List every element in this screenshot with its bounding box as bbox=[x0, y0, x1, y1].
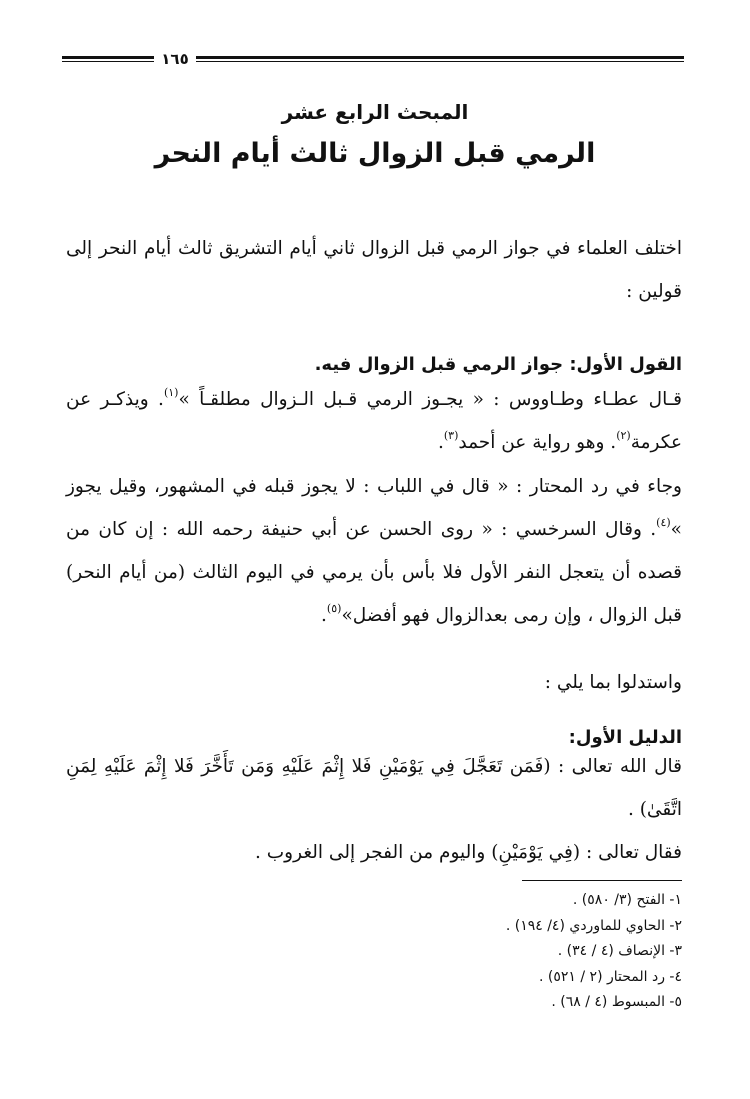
footnote-2: ٢- الحاوي للماوردي (٤/ ١٩٤) . bbox=[505, 917, 682, 934]
p1-text-2: . ويذكـر عن عكرمة bbox=[66, 389, 682, 453]
footnote-separator bbox=[522, 880, 682, 881]
footnote-ref-3[interactable]: (٣) bbox=[443, 428, 459, 442]
first-evidence-heading: الدليل الأول: bbox=[568, 727, 682, 748]
first-opinion-paragraph-1 bbox=[66, 378, 682, 464]
p1-text-4: . bbox=[437, 432, 444, 453]
evidence-line-2-intro: فقال تعالى : ( bbox=[572, 842, 682, 863]
evidence-line-1 bbox=[66, 745, 682, 831]
footnote-ref-5[interactable]: (٥) bbox=[326, 601, 342, 615]
section-title: الرمي قبل الزوال ثالث أيام النحر bbox=[154, 138, 596, 169]
intro-paragraph bbox=[66, 227, 682, 313]
p2-text-2: . وقال السرخسي : « روى الحسن عن أبي حنيفة رحمه الله : إن كان من قصده أن يتعجل النفر الأول فلا بأس بأن يرمي في اليوم الثالث (من أيام النحر) قبل الزوال ، وإن رمى بعدالزوال فهو أفضل» bbox=[66, 519, 682, 626]
footnote-ref-1[interactable]: (١) bbox=[163, 385, 179, 399]
evidence-intro-text: واستدلوا بما يلي : bbox=[544, 672, 682, 693]
evidence-intro bbox=[66, 661, 682, 704]
footnote-1: ١- الفتح (٣/ ٥٨٠) . bbox=[572, 892, 682, 908]
footnote-3: ٣- الإنصاف (٤ / ٣٤) . bbox=[557, 943, 682, 959]
p1-text-1: قـال عطـاء وطـاووس : « يجـوز الرمي قـبل الـزوال مطلقـاً » bbox=[178, 389, 682, 410]
footnote-ref-2[interactable]: (٢) bbox=[616, 428, 631, 442]
page-header bbox=[62, 49, 684, 69]
footnote-5: ٥- المبسوط (٤ / ٦٨) . bbox=[551, 994, 682, 1010]
section-subtitle: المبحث الرابع عشر bbox=[281, 100, 469, 124]
header-rule-right bbox=[196, 56, 684, 62]
quran-verse-1: فَمَن تَعَجَّلَ فِي يَوْمَيْنِ فَلا إِثْمَ عَلَيْهِ وَمَن تَأَخَّرَ فَلا إِثْمَ عَلَيْهِ لِمَنِ اتَّقَىٰ bbox=[66, 756, 682, 820]
p2-text-3: . bbox=[321, 605, 327, 626]
footnote-ref-4[interactable]: (٤) bbox=[656, 515, 671, 529]
header-rule-left bbox=[62, 56, 154, 62]
evidence-line-1-intro: قال الله تعالى : ( bbox=[543, 756, 682, 777]
evidence-line-2 bbox=[66, 831, 682, 874]
footnotes-list bbox=[282, 888, 682, 1016]
footnote-4: ٤- رد المحتار (٢ / ٥٢١) . bbox=[538, 968, 682, 985]
intro-text: اختلف العلماء في جواز الرمي قبل الزوال ثاني أيام التشريق ثالث أيام النحر إلى قولين : bbox=[66, 238, 682, 302]
evidence-line-2-end: ) واليوم من الفجر إلى الغروب . bbox=[255, 842, 499, 863]
p1-text-3: . وهو رواية عن أحمد bbox=[458, 432, 617, 453]
first-opinion-paragraph-2 bbox=[66, 465, 682, 637]
page-number: ١٦٥ bbox=[161, 50, 189, 68]
first-evidence-text bbox=[66, 745, 682, 874]
evidence-line-1-end: ) . bbox=[627, 799, 647, 820]
quran-verse-2: فِي يَوْمَيْنِ bbox=[498, 842, 573, 863]
p2-text-1: وجاء في رد المحتار : « قال في اللباب : لا يجوز قبله في المشهور، وقيل يجوز » bbox=[66, 476, 682, 540]
first-opinion-heading: القول الأول: جواز الرمي قبل الزوال فيه. bbox=[314, 354, 682, 375]
